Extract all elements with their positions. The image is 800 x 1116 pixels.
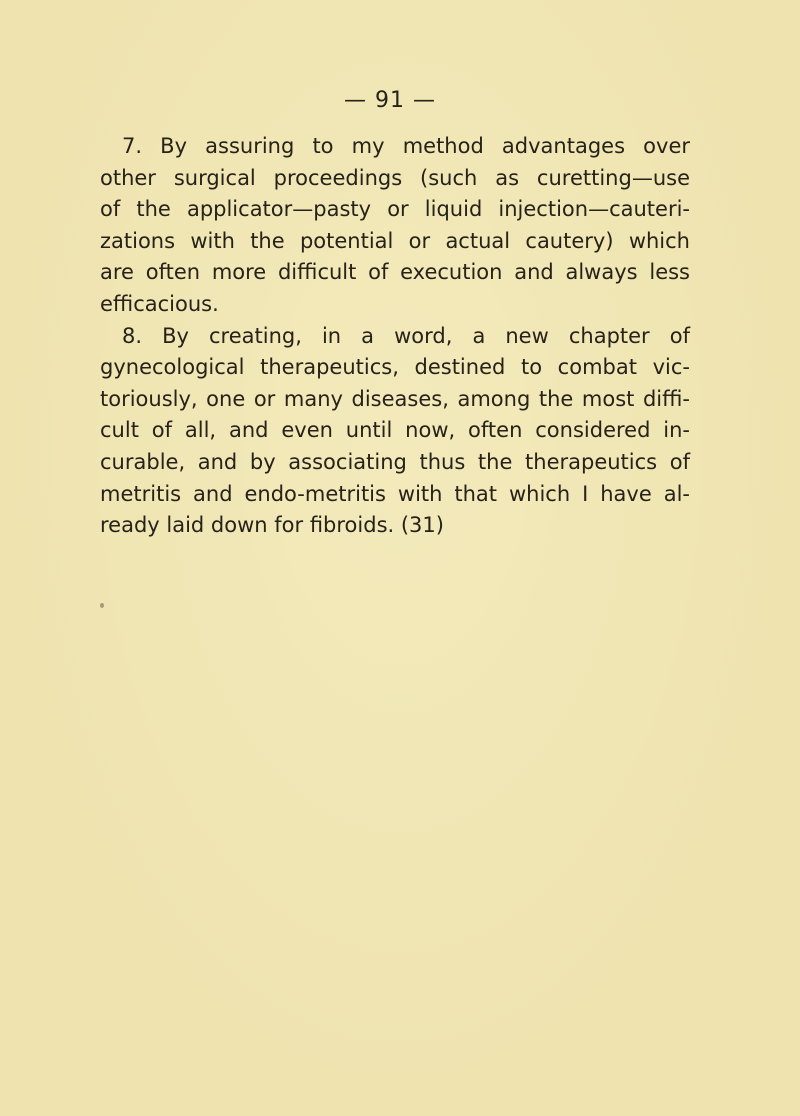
text-line: gynecological therapeutics, destined to combat vic- [100,355,690,380]
text-line: 7. By assuring to my method advantages over [122,134,690,158]
paragraph-7 [100,131,690,321]
text-line: zations with the potential or actual cautery) which [100,228,690,253]
page-number: — 91 — [344,88,436,113]
text-line: of the applicator—pasty or liquid injection—cauteri- [100,197,690,222]
text-line: cult of all, and even until now, often considered in- [100,418,690,443]
text-line: 8. By creating, in a word, a new chapter of [122,323,690,348]
text-line: efficacious. [100,291,219,316]
text-line: other surgical proceedings (such as curetting—use [100,165,690,190]
text-line: metritis and endo-metritis with that which I have al- [100,481,690,506]
body-text [100,131,690,542]
text-line: are often more difficult of execution and always less [100,260,690,285]
text-line: toriously, one or many diseases, among the most diffi- [100,386,690,411]
paper-speck [100,603,104,608]
text-line: ready laid down for fibroids. (31) [100,513,444,538]
paragraph-8 [100,321,690,542]
text-line: curable, and by associating thus the therapeutics of [100,449,690,474]
